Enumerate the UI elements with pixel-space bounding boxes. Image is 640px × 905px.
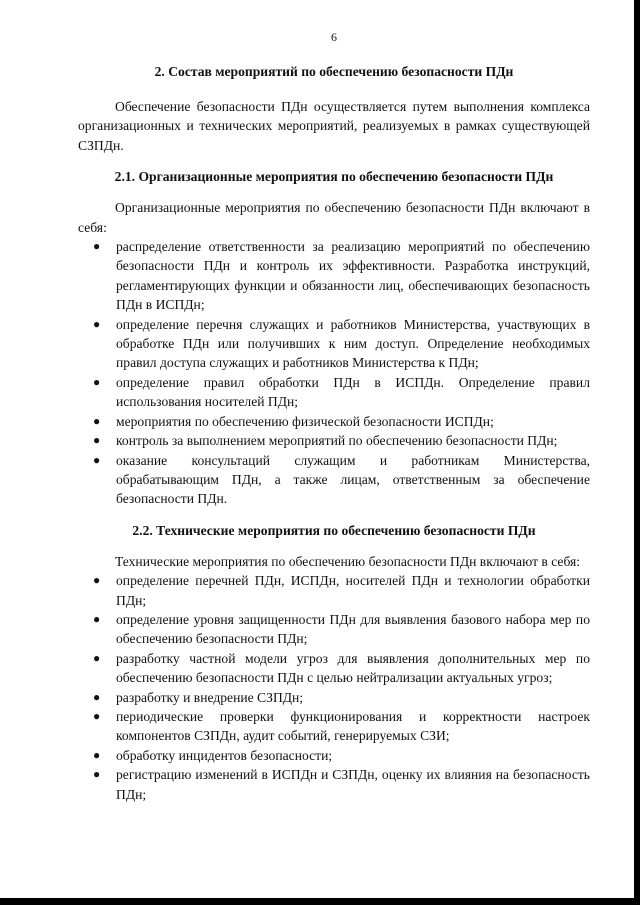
bullet-icon: ● (93, 747, 101, 762)
bullet-icon: ● (93, 650, 101, 665)
list-item: ● обработку инцидентов безопасности; (78, 746, 590, 765)
intro-paragraph: Обеспечение безопасности ПДн осуществляется путем выполнения комплекса организационных и технических мероприятий, реализуемых в рамках существующей СЗПДн. (78, 99, 590, 153)
list-item: ● определение уровня защищенности ПДн для выявления базового набора мер по обеспечению безопасности ПДн; (93, 611, 590, 647)
list-item: ● определение правил обработки ПДн в ИСПДн. Определение правил использования носителей ПДн; (93, 374, 590, 410)
bullet-icon: ● (93, 433, 101, 448)
list-item: ● определение перечней ПДн, ИСПДн, носителей ПДн и технологии обработки ПДн; (93, 573, 590, 608)
organizational-lead: Организационные мероприятия по обеспечению безопасности ПДн включают в себя: (78, 200, 590, 235)
bullet-icon: ● (93, 573, 101, 588)
technical-lead: Технические мероприятия по обеспечению безопасности ПДн включают в себя: (115, 553, 581, 569)
list-item: ● периодические проверки функционирования и корректности настроек компонентов СЗПДн, аудит событий, генерируемых СЗИ; (93, 708, 590, 744)
bullet-icon: ● (93, 689, 101, 704)
list-item: ● мероприятия по обеспечению физической безопасности ИСПДн; (78, 412, 590, 431)
list-item: ● распределение ответственности за реализацию мероприятий по обеспечению безопасности ПДн и контроль их эффективности. Разработка инструкций, регламентирующих функции и обязанности лиц, обеспечивающих безопасность ПДн в ИСПДн; (93, 239, 590, 313)
bullet-icon: ● (93, 611, 101, 626)
list-item: ● определение перечня служащих и работников Министерства, участвующих в обработке ПДн или получивших к ним доступ. Определение необходимых правил доступа служащих и работников Министерства к ПДн; (93, 316, 590, 371)
list-item: ● разработку и внедрение СЗПДн; (78, 688, 590, 707)
bullet-icon: ● (93, 239, 101, 254)
section-title: 2. Состав мероприятий по обеспечению безопасности ПДн (154, 64, 514, 79)
bullet-icon: ● (93, 374, 101, 389)
list-item: ● регистрацию изменений в ИСПДн и СЗПДн, оценку их влияния на безопасность ПДн; (93, 767, 590, 802)
bullet-icon: ● (93, 413, 101, 428)
list-item: ● контроль за выполнением мероприятий по обеспечению безопасности ПДн; (78, 431, 590, 450)
list-item: ● оказание консультаций служащим и работникам Министерства, обрабатывающим ПДн, а также лицам, ответственным за обеспечение безопасности ПДн. (93, 452, 590, 507)
bullet-icon: ● (93, 316, 101, 331)
bullet-icon: ● (93, 708, 101, 723)
subsection-title-organizational: 2.1. Организационные мероприятия по обеспечению безопасности ПДн (114, 169, 554, 185)
bullet-icon: ● (93, 452, 101, 467)
page-number: 6 (331, 30, 337, 44)
list-item: ● разработку частной модели угроз для выявления дополнительных мер по обеспечению безопасности ПДн с целью нейтрализации актуальных угроз; (93, 650, 590, 686)
bullet-icon: ● (93, 767, 101, 782)
technical-list (78, 571, 590, 804)
subsection-title-technical: 2.2. Технические мероприятия по обеспечению безопасности ПДн (132, 522, 536, 538)
organizational-list (78, 237, 590, 509)
